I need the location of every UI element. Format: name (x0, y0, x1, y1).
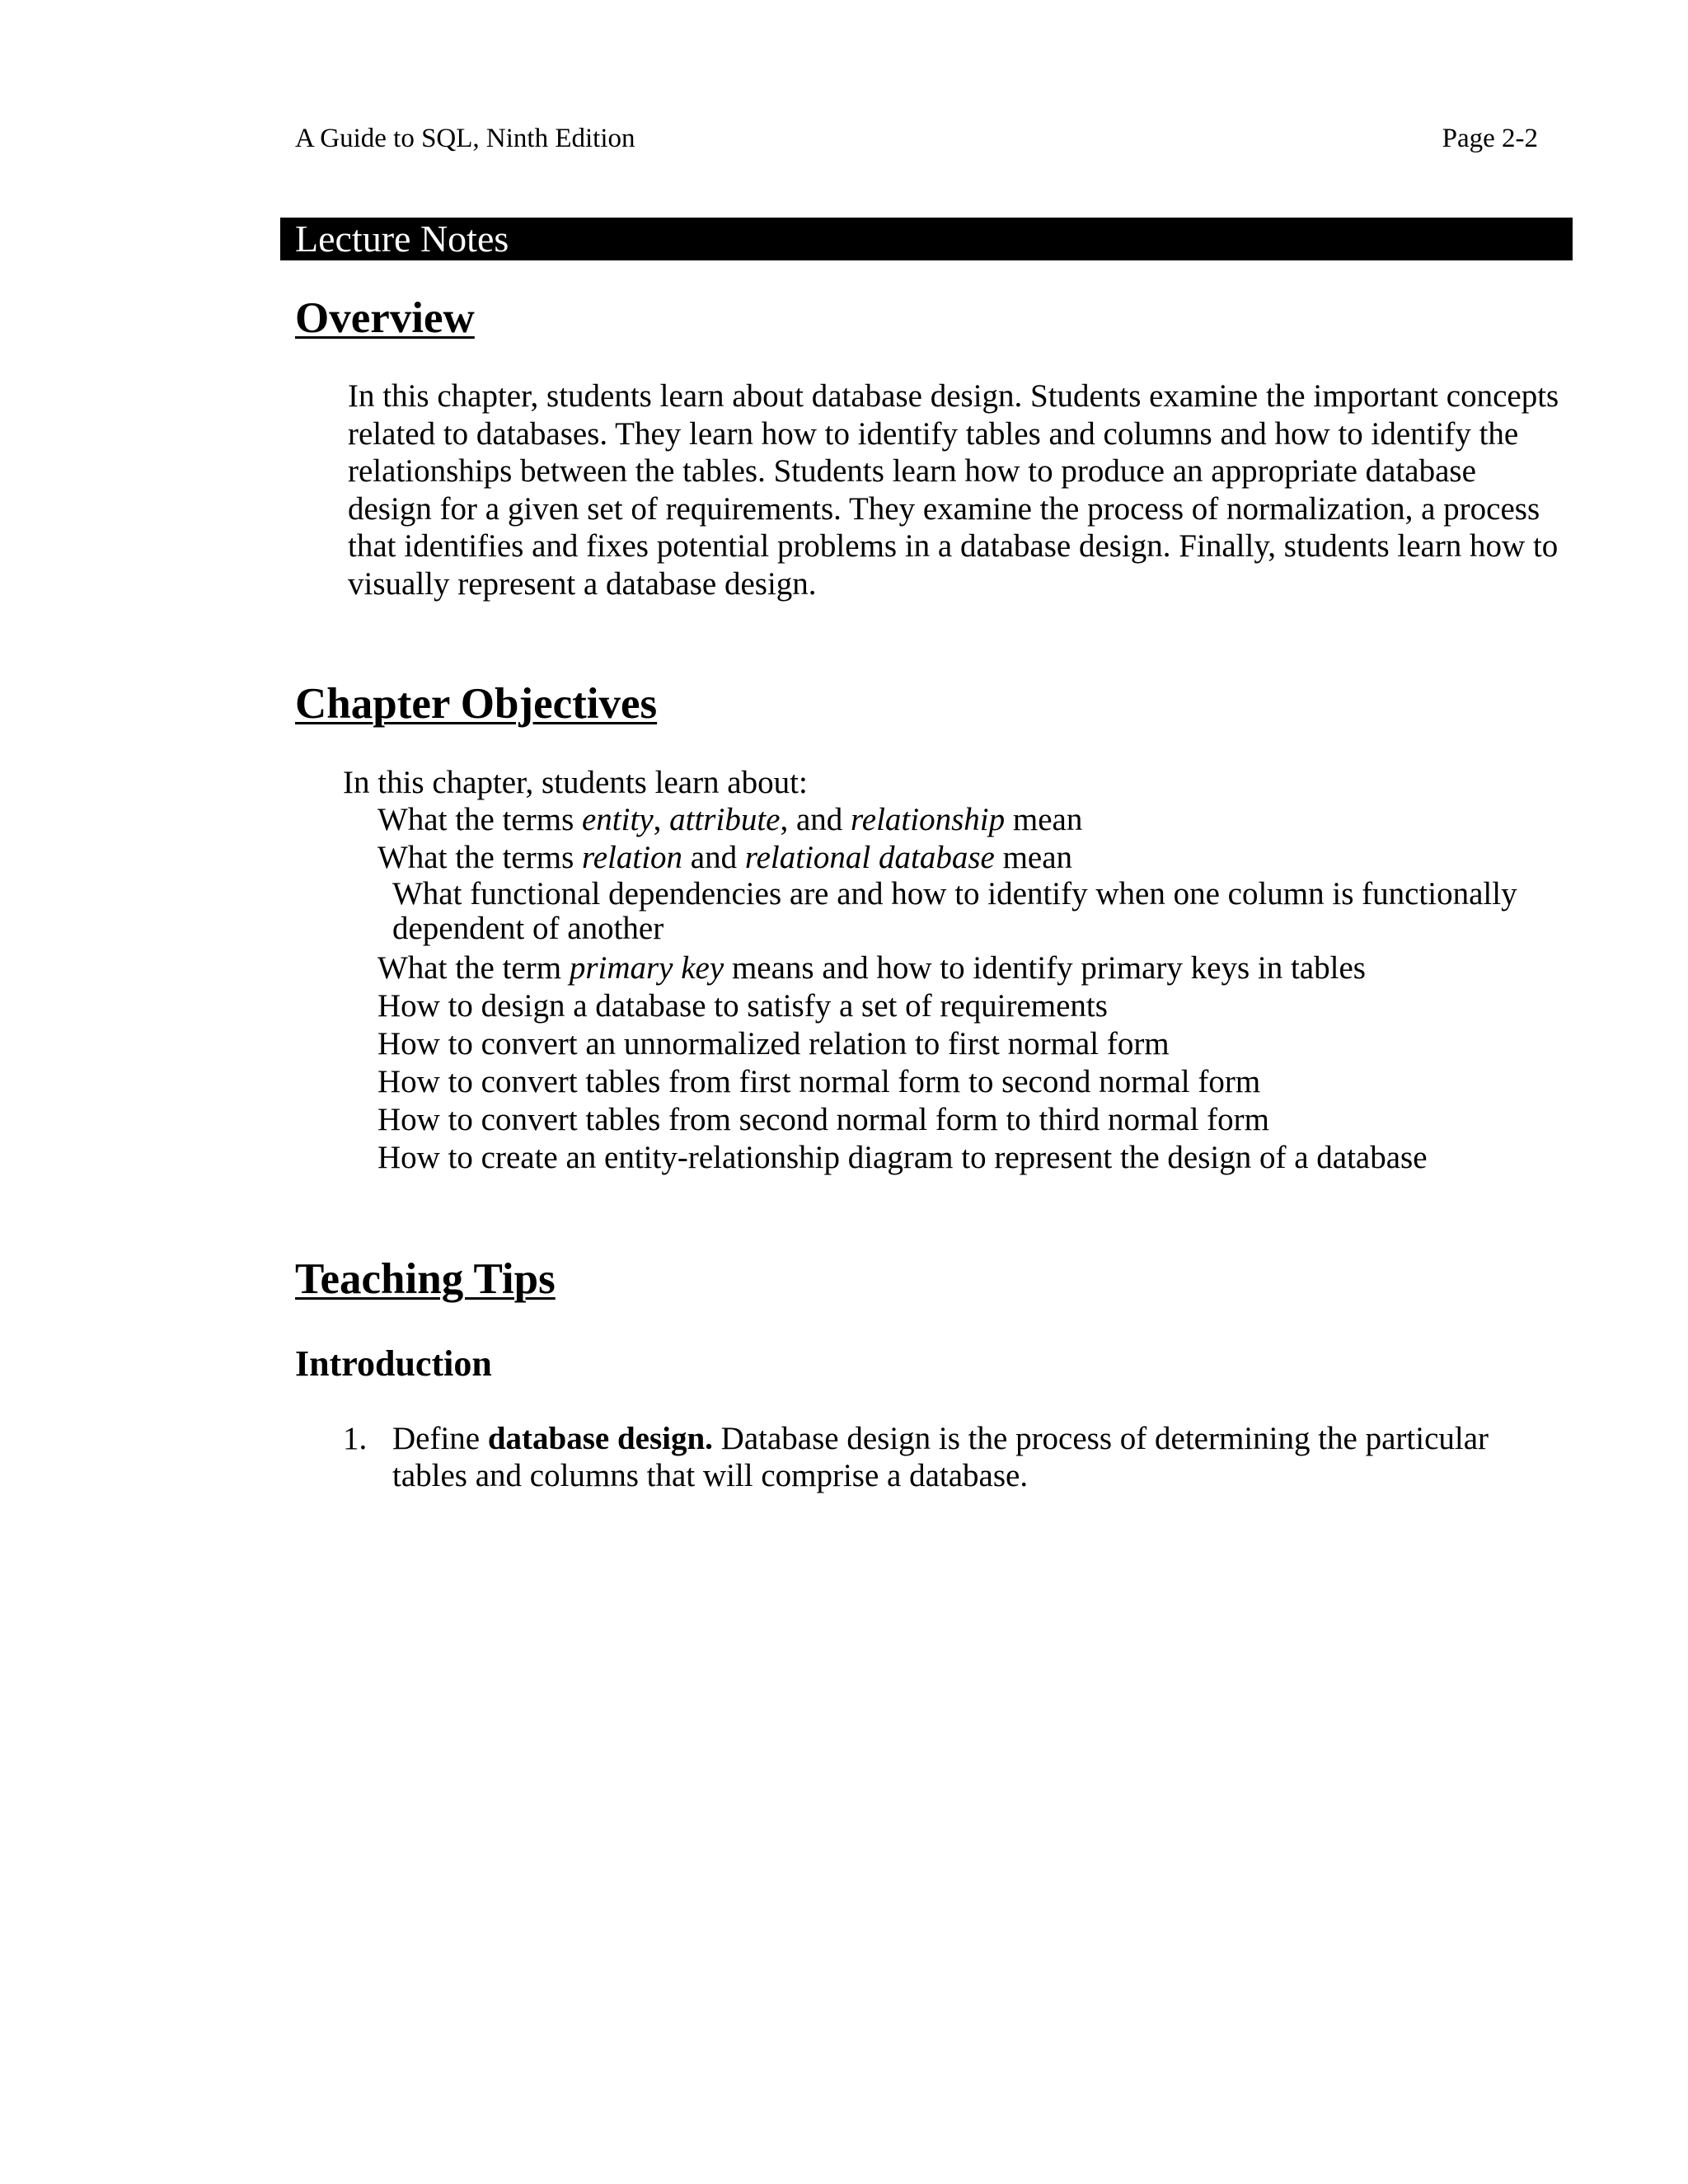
page-number: Page 2-2 (1442, 124, 1538, 153)
objective-item: What the terms entity, attribute, and relationship mean (377, 802, 1083, 837)
objective-item: How to convert tables from first normal form to second normal form (377, 1064, 1261, 1099)
objectives-intro: In this chapter, students learn about: (343, 765, 808, 800)
objective-item: How to convert an unnormalized relation to first normal form (377, 1026, 1170, 1062)
item-number: 1. (343, 1421, 368, 1456)
overview-heading: Overview (295, 294, 475, 342)
objective-item: What the terms relation and relational database mean (377, 840, 1073, 875)
objectives-heading: Chapter Objectives (295, 680, 658, 728)
objective-item: How to design a database to satisfy a set of requirements (377, 988, 1108, 1024)
running-header (295, 122, 1538, 155)
section-bar: Lecture Notes (280, 218, 1573, 260)
objective-item: What the term primary key means and how to identify primary keys in tables (377, 950, 1366, 986)
numbered-list-item (343, 1420, 1554, 1494)
item-body: Define database design. Database design is the process of determining the particular tables and columns that will comprise a database. (392, 1421, 1489, 1493)
introduction-subheading: Introduction (295, 1343, 492, 1384)
objective-item: How to create an entity-relationship diagram to represent the design of a database (377, 1140, 1428, 1175)
overview-paragraph: In this chapter, students learn about database design. Students examine the important concepts related to databases. They learn how to identify tables and columns and how to identify the relationships between the tables. Students learn how to produce an appropriate database design for a given set of requirements. They examine the process of normalization, a process that identifies and fixes potential problems in a database design. Finally, students learn how to visually represent a database design. (348, 378, 1559, 602)
book-title: A Guide to SQL, Ninth Edition (295, 124, 635, 153)
defined-term: database design. (487, 1421, 713, 1456)
objective-item: What functional dependencies are and how to identify when one column is functionally dependent of another (392, 876, 1517, 946)
teaching-tips-heading: Teaching Tips (295, 1255, 556, 1303)
objective-item: How to convert tables from second normal form to third normal form (377, 1102, 1269, 1137)
objectives-list (377, 801, 1548, 1177)
